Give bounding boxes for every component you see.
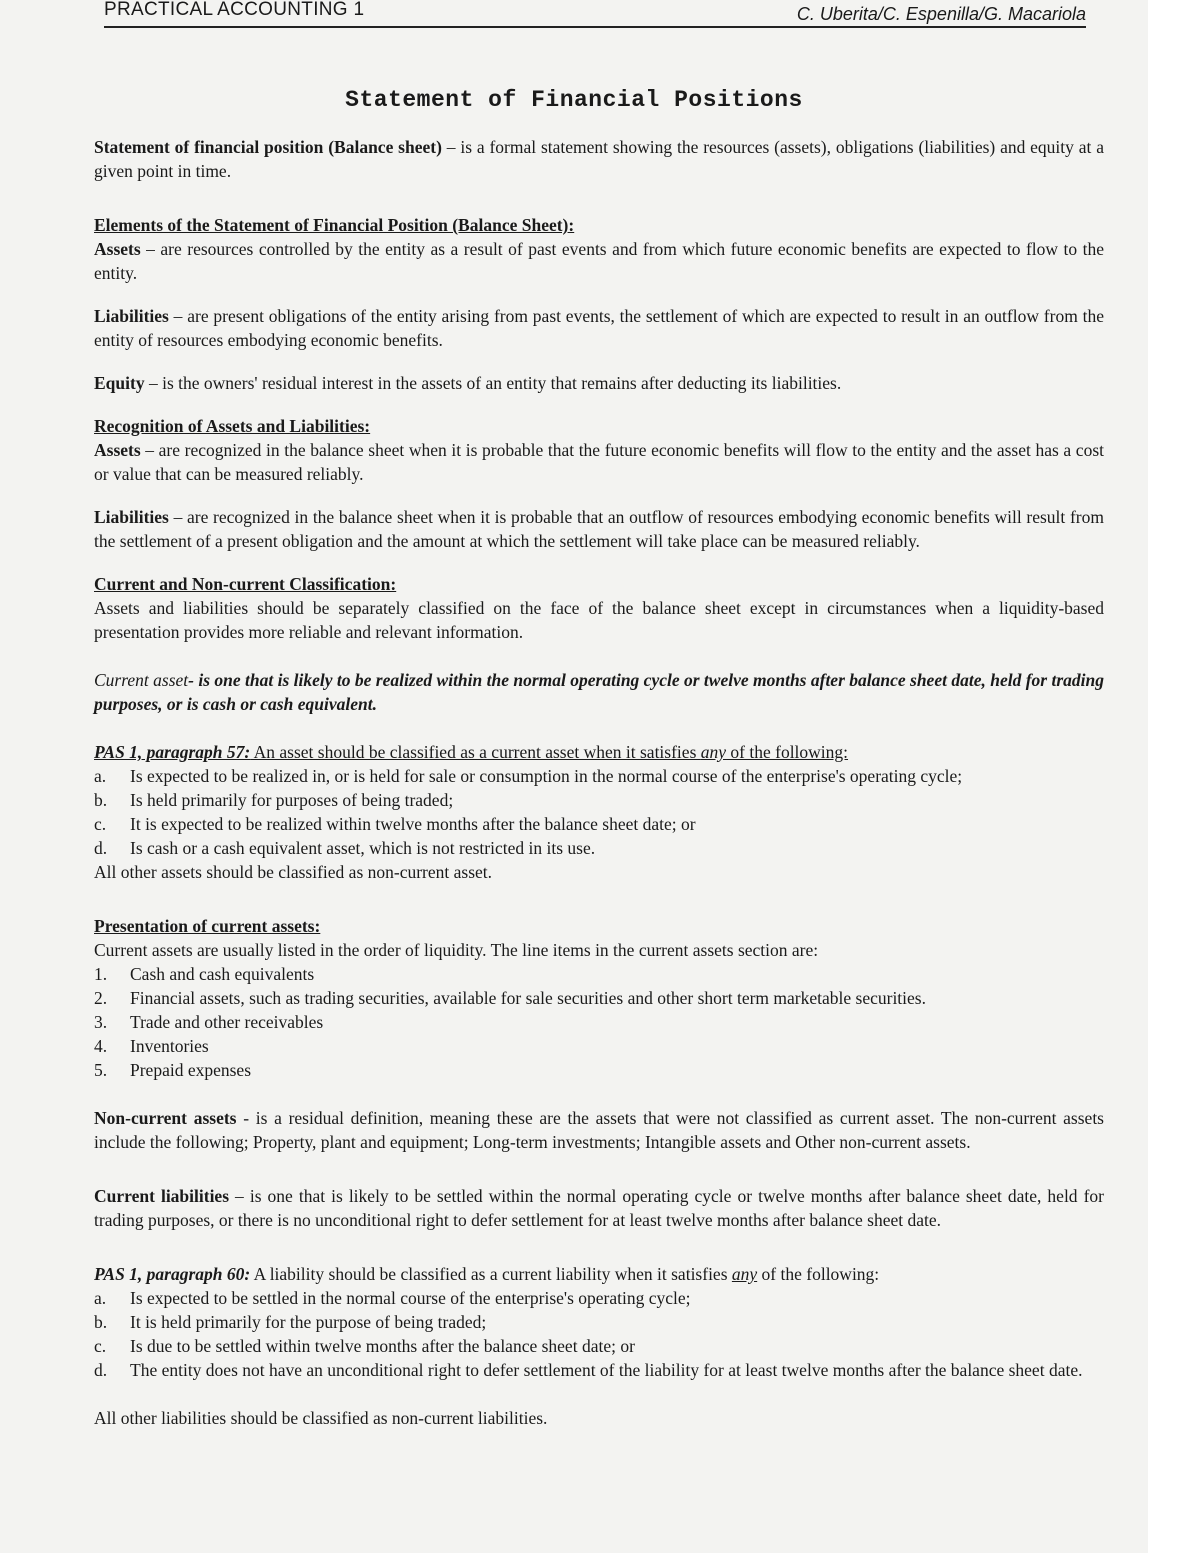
current-liabilities-text: – is one that is likely to be settled within the normal operating cycle or twelve months after balance sheet date, held for trading purposes, or there is no unconditional right to defer settlement for at least twelve months after balance sheet date. <box>94 1186 1104 1230</box>
current-asset-term: Current asset <box>94 670 189 690</box>
list-item <box>94 1358 1104 1382</box>
recognition-assets-text: – are recognized in the balance sheet when it is probable that the future economic benefits will flow to the entity and the asset has a cost or value that can be measured reliably. <box>94 440 1104 484</box>
list-item-text: Financial assets, such as trading securities, available for sale securities and other short term marketable securities. <box>130 988 926 1008</box>
noncurrent-term: Non-current assets <box>94 1108 237 1128</box>
recognition-liabilities <box>94 505 1104 553</box>
list-marker: 4. <box>94 1036 108 1056</box>
elements-assets-term: Assets <box>94 239 141 259</box>
list-item-text: It is held primarily for the purpose of being traded; <box>130 1312 487 1332</box>
list-item <box>94 1010 1104 1034</box>
document-title: Statement of Financial Positions <box>345 87 803 113</box>
pas57-footer: All other assets should be classified as non-current asset. <box>94 862 493 882</box>
elements-heading: Elements of the Statement of Financial Position (Balance Sheet): <box>94 215 575 235</box>
elements-equity <box>94 371 1104 395</box>
pas60-lead <box>94 1262 1104 1286</box>
list-item <box>94 836 1104 860</box>
recognition-assets-term: Assets <box>94 440 141 460</box>
elements-equity-term: Equity <box>94 373 145 393</box>
list-marker: 2. <box>94 988 108 1008</box>
presentation-list <box>94 962 1104 1082</box>
list-item <box>94 1310 1104 1334</box>
current-liabilities-term: Current liabilities <box>94 1186 230 1206</box>
list-marker: b. <box>94 790 108 810</box>
course-title: PRACTICAL ACCOUNTING 1 <box>104 0 365 20</box>
list-item-text: The entity does not have an unconditional right to defer settlement of the liability for at least twelve months after the balance sheet date. <box>130 1360 1083 1380</box>
elements-assets-text: – are resources controlled by the entity as a result of past events and from which future economic benefits are expected to flow to the entity. <box>94 239 1104 283</box>
elements-equity-text: – is the owners' residual interest in the assets of an entity that remains after deducting its liabilities. <box>144 373 842 393</box>
list-marker: 3. <box>94 1012 108 1032</box>
list-marker: b. <box>94 1312 108 1332</box>
document-body <box>94 135 1104 1430</box>
list-item-text: Trade and other receivables <box>130 1012 324 1032</box>
list-item <box>94 1334 1104 1358</box>
list-item <box>94 986 1104 1010</box>
classification-text: Assets and liabilities should be separately classified on the face of the balance sheet except in circumstances when a liquidity-based presentation provides more reliable and relevant information. <box>94 598 1104 642</box>
list-item <box>94 1058 1104 1082</box>
pas60-lead-b: of the following: <box>757 1264 880 1284</box>
noncurrent-paragraph <box>94 1106 1104 1154</box>
list-item-text: Prepaid expenses <box>130 1060 252 1080</box>
list-item <box>94 788 1104 812</box>
elements-liabilities-term: Liabilities <box>94 306 169 326</box>
list-item <box>94 764 1104 788</box>
presentation-heading: Presentation of current assets: <box>94 916 321 936</box>
authors: C. Uberita/C. Espenilla/G. Macariola <box>796 4 1086 24</box>
pas57-lead-b: of the following: <box>726 742 849 762</box>
pas60-lead-any: any <box>731 1264 758 1284</box>
list-item <box>94 1286 1104 1310</box>
list-item-text: Is expected to be realized in, or is held for sale or consumption in the normal course of the enterprise's operating cycle; <box>130 766 963 786</box>
list-item <box>94 1034 1104 1058</box>
intro-term: Statement of financial position (Balance sheet) <box>94 137 442 157</box>
list-item-text: Inventories <box>130 1036 209 1056</box>
elements-liabilities-text: – are present obligations of the entity arising from past events, the settlement of which are expected to result in an outflow from the entity of resources embodying economic benefits. <box>94 306 1104 350</box>
pas60-list <box>94 1286 1104 1382</box>
list-marker: a. <box>94 766 107 786</box>
list-marker: d. <box>94 1360 108 1380</box>
recognition-liabilities-term: Liabilities <box>94 507 169 527</box>
current-liabilities-paragraph <box>94 1184 1104 1232</box>
pas57-ref: PAS 1, paragraph 57: <box>94 742 251 762</box>
elements-assets <box>94 237 1104 285</box>
list-item <box>94 812 1104 836</box>
list-item-text: Is due to be settled within twelve months after the balance sheet date; or <box>130 1336 635 1356</box>
noncurrent-text: - is a residual definition, meaning these are the assets that were not classified as current asset. The non-current assets include the following; Property, plant and equipment; Long-term investments; Intangible assets and Other non-current assets. <box>94 1108 1104 1152</box>
recognition-assets <box>94 438 1104 486</box>
list-item-text: Is expected to be settled in the normal course of the enterprise's operating cycle; <box>130 1288 691 1308</box>
intro-paragraph <box>94 135 1104 183</box>
list-item-text: Is cash or a cash equivalent asset, which is not restricted in its use. <box>130 838 596 858</box>
list-marker: 5. <box>94 1060 108 1080</box>
list-item-text: Is held primarily for purposes of being traded; <box>130 790 454 810</box>
list-marker: c. <box>94 814 107 834</box>
pas57-lead <box>94 740 1104 764</box>
list-item-text: It is expected to be realized within twelve months after the balance sheet date; or <box>130 814 696 834</box>
page-header <box>104 0 1086 28</box>
classification-heading: Current and Non-current Classification: <box>94 574 397 594</box>
pas57-lead-a: An asset should be classified as a current asset when it satisfies <box>250 742 701 762</box>
pas57-list <box>94 764 1104 860</box>
current-asset-text: - is one that is likely to be realized within the normal operating cycle or twelve months after balance sheet date, held for trading purposes, or is cash or cash equivalent. <box>94 670 1104 714</box>
elements-liabilities <box>94 304 1104 352</box>
list-marker: c. <box>94 1336 107 1356</box>
list-marker: a. <box>94 1288 107 1308</box>
presentation-text: Current assets are usually listed in the order of liquidity. The line items in the current assets section are: <box>94 940 819 960</box>
pas60-ref: PAS 1, paragraph 60: <box>94 1264 251 1284</box>
list-marker: d. <box>94 838 108 858</box>
pas60-footer: All other liabilities should be classified as non-current liabilities. <box>94 1408 548 1428</box>
pas57-lead-any: any <box>700 742 727 762</box>
recognition-heading: Recognition of Assets and Liabilities: <box>94 416 371 436</box>
recognition-liabilities-text: – are recognized in the balance sheet when it is probable that an outflow of resources embodying economic benefits will result from the settlement of a present obligation and the amount at which the settlement will take place can be measured reliably. <box>94 507 1104 551</box>
list-item-text: Cash and cash equivalents <box>130 964 315 984</box>
intro-text: – is a formal statement showing the resources (assets), obligations (liabilities) and equity at a given point in time. <box>94 137 1104 181</box>
pas60-lead-a: A liability should be classified as a current liability when it satisfies <box>250 1264 732 1284</box>
current-asset-definition <box>94 668 1104 716</box>
list-marker: 1. <box>94 964 108 984</box>
list-item <box>94 962 1104 986</box>
